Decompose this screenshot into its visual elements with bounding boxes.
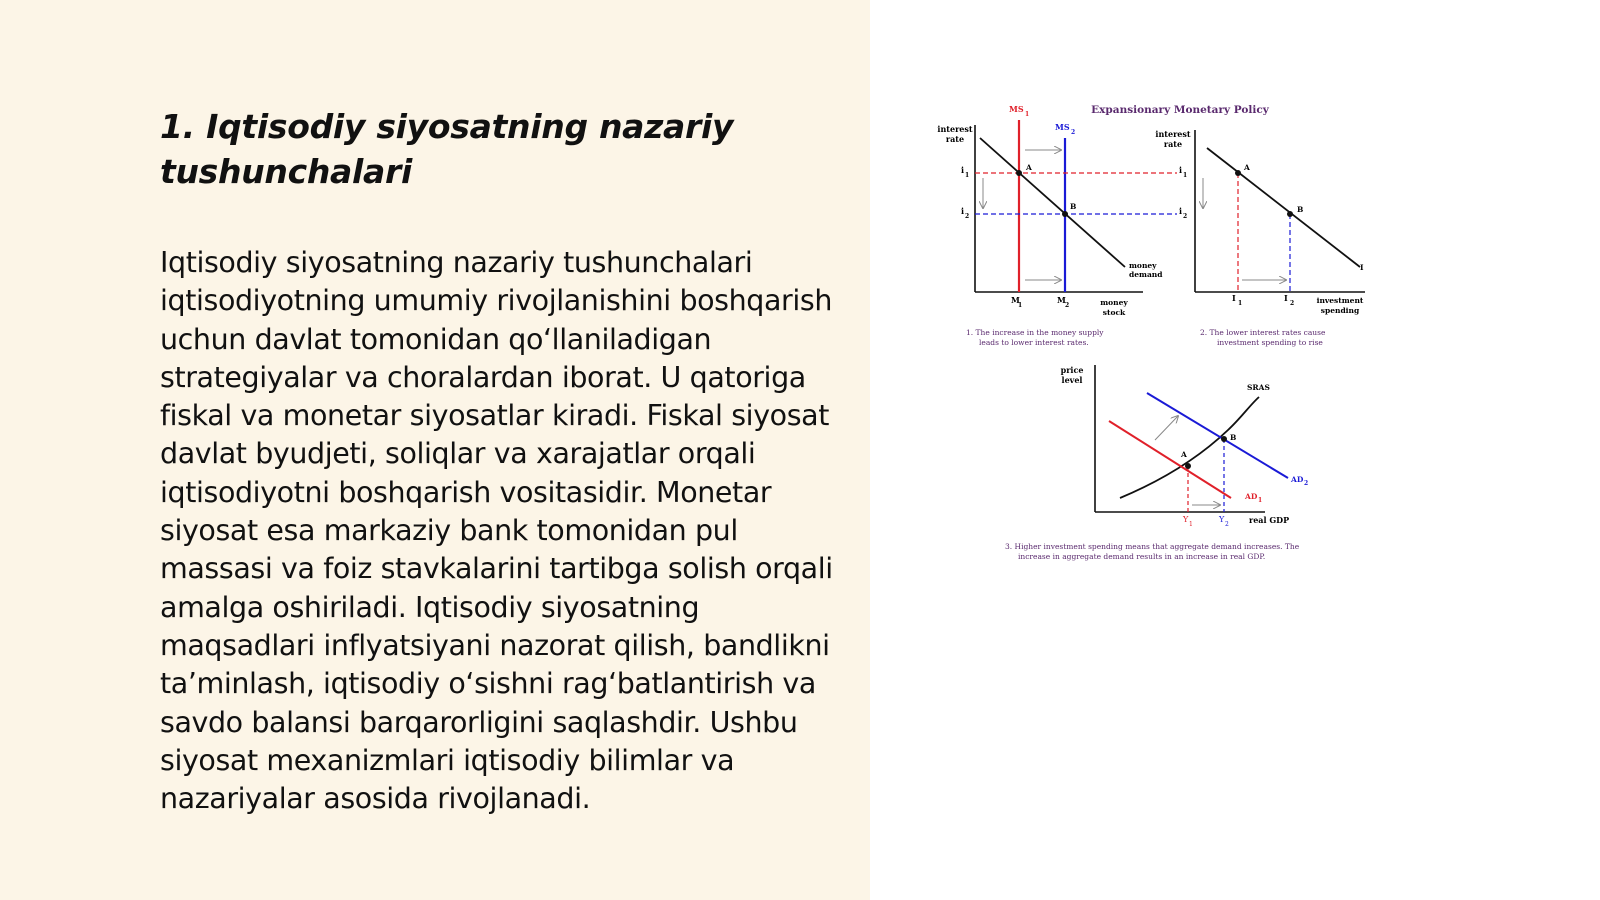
p1-point-a-label: A — [1026, 163, 1032, 172]
p1-m2-label: M — [1057, 295, 1066, 305]
p1-ylabel-1: interest — [937, 124, 973, 134]
monetary-policy-figure — [937, 100, 1405, 580]
p1-m1-label: M — [1011, 295, 1020, 305]
p3-y1-label: Y — [1183, 515, 1189, 524]
p2-i2-sub: 2 — [1183, 213, 1188, 220]
p3-caption-1: 3. Higher investment spending means that aggregate demand increases. The — [1005, 542, 1300, 551]
p1-ms1-sub: 1 — [1025, 111, 1030, 118]
p2-point-a — [1235, 170, 1241, 176]
p2-x2-label: I — [1284, 293, 1288, 303]
p2-point-b-label: B — [1297, 205, 1304, 214]
p1-curve-label-2: demand — [1129, 270, 1163, 279]
p3-point-a-label: A — [1181, 450, 1187, 459]
p2-caption-1: 2. The lower interest rates cause — [1200, 328, 1326, 337]
p3-y1-sub: 1 — [1189, 521, 1193, 528]
p1-curve-label-1: money — [1129, 261, 1157, 270]
p3-ad2-curve — [1147, 393, 1288, 478]
p1-i2-label: i — [961, 206, 965, 216]
p1-point-a — [1016, 170, 1022, 176]
p1-ylabel-2: rate — [945, 134, 965, 144]
p2-xlabel-2: spending — [1320, 306, 1360, 315]
p1-m2-sub: 2 — [1065, 302, 1070, 309]
p2-i1-label: i — [1179, 165, 1183, 175]
p2-curve-label: I — [1360, 263, 1364, 272]
panel-aggregate-demand — [1005, 365, 1308, 561]
p1-m1-sub: 1 — [1018, 302, 1023, 309]
p3-ylabel-2: level — [1061, 375, 1083, 385]
p2-i2-label: i — [1179, 206, 1183, 216]
p3-point-a — [1185, 463, 1191, 469]
p1-money-demand-curve — [980, 138, 1125, 267]
p1-i1-sub: 1 — [965, 172, 970, 179]
p3-caption-2: increase in aggregate demand results in an increase in real GDP. — [1018, 552, 1266, 561]
p3-ad1-sub: 1 — [1258, 497, 1263, 504]
p2-point-b — [1287, 211, 1293, 217]
p3-ylabel-1: price — [1060, 365, 1084, 375]
p1-i1-label: i — [961, 165, 965, 175]
panel-investment — [1155, 129, 1365, 347]
p2-ylabel-2: rate — [1163, 139, 1183, 149]
p2-xlabel-1: investment — [1316, 296, 1364, 305]
p1-caption-1: 1. The increase in the money supply — [966, 328, 1104, 337]
p1-ms2-sub: 2 — [1071, 129, 1076, 136]
p3-shift-arrow — [1155, 416, 1178, 440]
p1-caption-2: leads to lower interest rates. — [979, 338, 1089, 347]
p2-x2-sub: 2 — [1290, 300, 1295, 307]
p3-sras-label: SRAS — [1247, 383, 1270, 392]
p3-y2-sub: 2 — [1225, 521, 1229, 528]
slide-title: 1. Iqtisodiy siyosatning nazariy tushunchalari — [160, 107, 734, 191]
figure-title: Expansionary Monetary Policy — [1091, 104, 1269, 116]
p2-point-a-label: A — [1244, 163, 1250, 172]
p1-point-b — [1062, 211, 1068, 217]
figure-svg — [937, 100, 1405, 580]
p1-point-b-label: B — [1070, 202, 1077, 211]
panel-money-market — [937, 104, 1177, 347]
p3-ad2-label: AD — [1291, 475, 1304, 484]
p3-ad2-sub: 2 — [1304, 480, 1309, 487]
p1-xlabel-1: money — [1100, 298, 1128, 307]
p2-investment-curve — [1207, 148, 1360, 267]
p2-x1-label: I — [1232, 293, 1236, 303]
p2-x1-sub: 1 — [1238, 300, 1243, 307]
p3-point-b — [1221, 436, 1227, 442]
p3-xlabel: real GDP — [1249, 515, 1290, 525]
p2-ylabel-1: interest — [1155, 129, 1191, 139]
p3-point-b-label: B — [1230, 433, 1237, 442]
slide-body-text: Iqtisodiy siyosatning nazariy tushunchalari iqtisodiyotning umumiy rivojlanishini boshqarish uchun davlat tomonidan qo‘llaniladigan strategiyalar va choralardan iborat. U qatoriga fiskal va monetar siyosatlar kiradi. Fiskal siyosat davlat byudjeti, soliqlar va xarajatlar orqali iqtisodiyotni boshqarish vositasidir. Monetar siyosat esa markaziy bank tomonidan pul massasi va foiz stavkalarini tartibga solish orqali amalga oshiriladi. Iqtisodiy siyosatning maqsadlari inflyatsiyani nazorat qilish, bandlikni ta’minlash, iqtisodiy o‘sishni rag‘batlantirish va savdo balansi barqarorligini saqlashdir. Ushbu siyosat mexanizmlari iqtisodiy bilimlar va nazariyalar asosida rivojlanadi. — [160, 246, 833, 816]
p1-ms1-label: MS — [1009, 104, 1024, 114]
p3-y2-label: Y — [1219, 515, 1225, 524]
p1-i2-sub: 2 — [965, 213, 970, 220]
p1-xlabel-2: stock — [1102, 308, 1126, 317]
p3-ad1-label: AD — [1245, 492, 1258, 501]
p2-i1-sub: 1 — [1183, 172, 1188, 179]
p2-caption-2: investment spending to rise — [1217, 338, 1323, 347]
p1-ms2-label: MS — [1055, 122, 1070, 132]
